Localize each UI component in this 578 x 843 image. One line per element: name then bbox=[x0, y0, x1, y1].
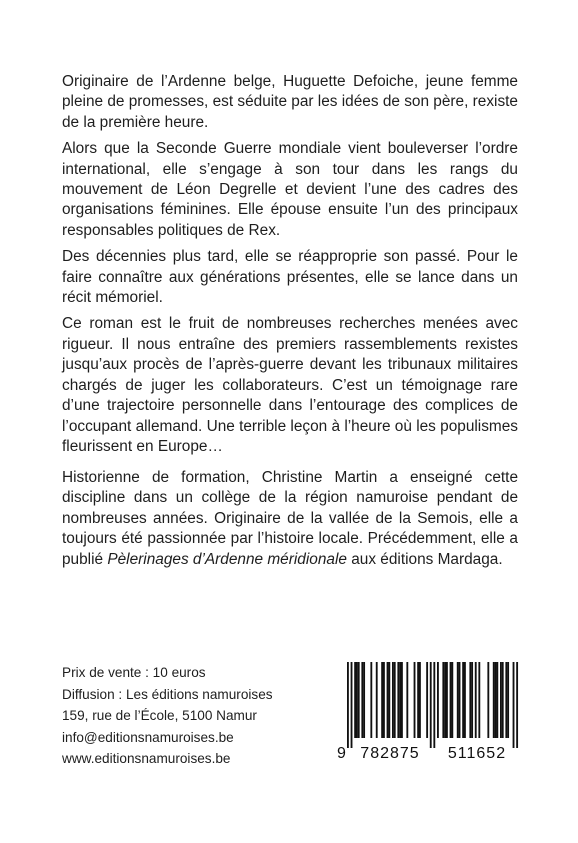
blurb-paragraph: Originaire de l’Ardenne belge, Huguette Defoiche, jeune femme pleine de promesses, est séduite par les idées de son père, rexiste de la première heure. bbox=[62, 73, 518, 131]
barcode-bar bbox=[493, 662, 495, 738]
barcode-right-digits: 511652 bbox=[447, 745, 507, 760]
author-bio-text: Historienne de formation, Christine Martin a enseigné cette discipline dans un collège de la région namuroise pendant de nombreuses années. Originaire de la vallée de la Semois, elle a toujours été passionnée par l’histoire locale. Précédemment, elle a publié bbox=[62, 469, 518, 568]
barcode-bar bbox=[516, 662, 518, 748]
barcode-bar bbox=[406, 662, 408, 738]
isbn-barcode bbox=[334, 660, 530, 760]
barcode-bar bbox=[358, 662, 360, 738]
barcode-bar bbox=[388, 662, 390, 738]
barcode-bar bbox=[430, 662, 432, 748]
barcode-bar bbox=[433, 662, 435, 748]
barcode-bar bbox=[505, 662, 507, 738]
barcode-bar bbox=[459, 662, 461, 738]
barcode-bar bbox=[500, 662, 502, 738]
barcode-bar bbox=[417, 662, 419, 738]
barcode-bar bbox=[446, 662, 448, 738]
barcode-bar bbox=[351, 662, 353, 748]
barcode-bar bbox=[451, 662, 453, 738]
barcode-bar bbox=[444, 662, 446, 738]
address-line: 159, rue de l’École, 5100 Namur bbox=[62, 708, 257, 724]
barcode-bar bbox=[513, 662, 515, 748]
barcode-bar bbox=[419, 662, 421, 738]
blurb-paragraph: Des décennies plus tard, elle se réapproprie son passé. Pour le faire connaître aux générations présentes, elle se lance dans un récit mémoriel. bbox=[62, 248, 518, 307]
publisher-info bbox=[62, 662, 273, 770]
website-line: www.editionsnamuroises.be bbox=[62, 751, 231, 767]
barcode-bar bbox=[370, 662, 372, 738]
barcode-bar bbox=[354, 662, 356, 738]
barcode-bar bbox=[394, 662, 396, 738]
barcode-bar bbox=[478, 662, 480, 738]
barcode-bar bbox=[495, 662, 497, 738]
barcode-left-digits: 782875 bbox=[360, 745, 420, 760]
barcode-bar bbox=[363, 662, 365, 738]
barcode-bar bbox=[464, 662, 466, 738]
barcode-bar bbox=[347, 662, 349, 748]
barcode-bar bbox=[496, 662, 498, 738]
barcode-bar bbox=[414, 662, 416, 738]
barcode-bar bbox=[397, 662, 399, 738]
author-bio-paragraph bbox=[62, 468, 518, 570]
blurb-paragraph: Alors que la Seconde Guerre mondiale vient bouleverser l’ordre international, elle s’engage à son tour dans les rangs du mouvement de Léon Degrelle et devient l’une des cadres des organisations féminines. Elle épouse ensuite l’un des principaux responsables politiques de Rex. bbox=[62, 140, 518, 239]
barcode-bar bbox=[471, 662, 473, 738]
barcode-bar bbox=[426, 662, 428, 738]
back-cover-blurb bbox=[62, 72, 518, 463]
barcode-bar bbox=[392, 662, 394, 738]
blurb-paragraph: Ce roman est le fruit de nombreuses recherches menées avec rigueur. Il nous entraîne des premiers rassemblements rexistes jusqu’aux procès de l’après-guerre devant les tribunaux militaires chargés de juger les collaborateurs. C’est un témoignage rare d’une trajectoire personnelle dans l’entourage des complices de l’occupant allemand. Une terrible leçon à l’heure où les populismes fleurissent en Europe… bbox=[62, 315, 518, 455]
barcode-bar bbox=[475, 662, 477, 738]
author-bio bbox=[62, 468, 518, 570]
price-line: Prix de vente : 10 euros bbox=[62, 665, 206, 680]
barcode-bar bbox=[387, 662, 389, 738]
barcode-bar bbox=[381, 662, 383, 738]
barcode-bar bbox=[487, 662, 489, 738]
barcode-bar bbox=[437, 662, 439, 738]
book-title: Pèlerinages d’Ardenne méridionale bbox=[107, 550, 347, 568]
barcode-bar bbox=[376, 662, 378, 738]
email-line: info@editionsnamuroises.be bbox=[62, 729, 234, 745]
barcode-bar bbox=[507, 662, 509, 738]
barcode-bar bbox=[356, 662, 358, 738]
barcode-bar bbox=[462, 662, 464, 738]
barcode-lead-digit: 9 bbox=[337, 745, 346, 760]
barcode-bar bbox=[450, 662, 452, 738]
barcode-bars bbox=[347, 662, 518, 748]
barcode-bar bbox=[442, 662, 444, 738]
barcode-bar bbox=[457, 662, 459, 738]
barcode-bar bbox=[383, 662, 385, 738]
barcode-bar bbox=[502, 662, 504, 738]
barcode-bar bbox=[469, 662, 471, 738]
diffusion-line: Diffusion : Les éditions namuroises bbox=[62, 686, 273, 702]
barcode-bar bbox=[401, 662, 403, 738]
barcode-bar bbox=[399, 662, 401, 738]
author-bio-text-end: aux éditions Mardaga. bbox=[346, 550, 503, 568]
barcode-bar bbox=[361, 662, 363, 738]
